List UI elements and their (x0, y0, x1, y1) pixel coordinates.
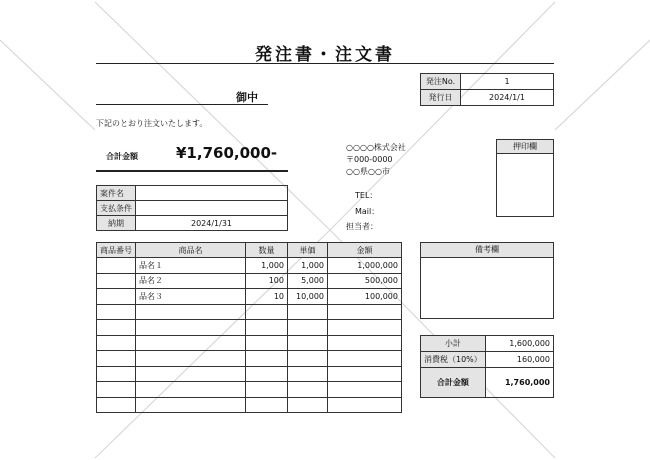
col-amount-header: 金額 (328, 243, 402, 258)
remarks-box (420, 242, 554, 319)
company-block (346, 142, 406, 178)
stamp-label: 押印欄 (497, 140, 553, 154)
title-rule (96, 63, 554, 64)
tax-label: 消費税（10%） (421, 352, 486, 368)
tel-label: TEL： (355, 191, 378, 200)
table-row (97, 320, 402, 336)
order-no-value: 1 (461, 74, 554, 90)
order-no-label: 発注No. (421, 74, 461, 90)
company-address: ○○県○○市 (346, 167, 390, 176)
col-name-header: 商品名 (136, 243, 246, 258)
stamp-box (496, 139, 554, 217)
table-row (97, 335, 402, 351)
payment-value (136, 201, 288, 216)
table-row (97, 397, 402, 413)
col-qty-header: 数量 (246, 243, 288, 258)
items-table (96, 242, 402, 413)
total-label: 合計金額 (106, 152, 138, 161)
case-label: 案件名 (97, 186, 136, 201)
mail-label: Mail： (355, 207, 380, 216)
delivery-label: 納期 (97, 216, 136, 231)
summary-table (420, 335, 554, 398)
addressee-suffix: 御中 (236, 91, 258, 104)
intro-text: 下記のとおり注文いたします。 (96, 119, 208, 128)
total-value: ¥1,760,000- (176, 144, 278, 162)
subtotal-value: 1,600,000 (485, 336, 553, 352)
table-row: 品名１ 1,000 1,000 1,000,000 (97, 258, 402, 274)
case-value (136, 186, 288, 201)
table-row (97, 382, 402, 398)
col-price-header: 単価 (288, 243, 328, 258)
tax-value: 160,000 (485, 352, 553, 368)
subtotal-label: 小計 (421, 336, 486, 352)
issue-date-value: 2024/1/1 (461, 90, 554, 106)
table-row (97, 366, 402, 382)
order-info-table (96, 185, 288, 231)
grand-total-label: 合計金額 (421, 368, 486, 398)
document-title: 発注書・注文書 (255, 45, 395, 65)
person-label: 担当者： (346, 222, 378, 231)
remarks-label: 備考欄 (421, 243, 553, 258)
table-row: 品名２ 100 5,000 500,000 (97, 273, 402, 289)
meta-table (420, 73, 554, 106)
col-code-header: 商品番号 (97, 243, 136, 258)
grand-total-value: 1,760,000 (485, 368, 553, 398)
issue-date-label: 発行日 (421, 90, 461, 106)
company-postal: 〒000-0000 (346, 155, 393, 164)
total-amount-box (96, 146, 288, 172)
table-row (97, 304, 402, 320)
delivery-value: 2024/1/31 (136, 216, 288, 231)
payment-label: 支払条件 (97, 201, 136, 216)
table-row: 品名３ 10 10,000 100,000 (97, 289, 402, 305)
table-row (97, 351, 402, 367)
company-name: ○○○○株式会社 (346, 143, 406, 152)
